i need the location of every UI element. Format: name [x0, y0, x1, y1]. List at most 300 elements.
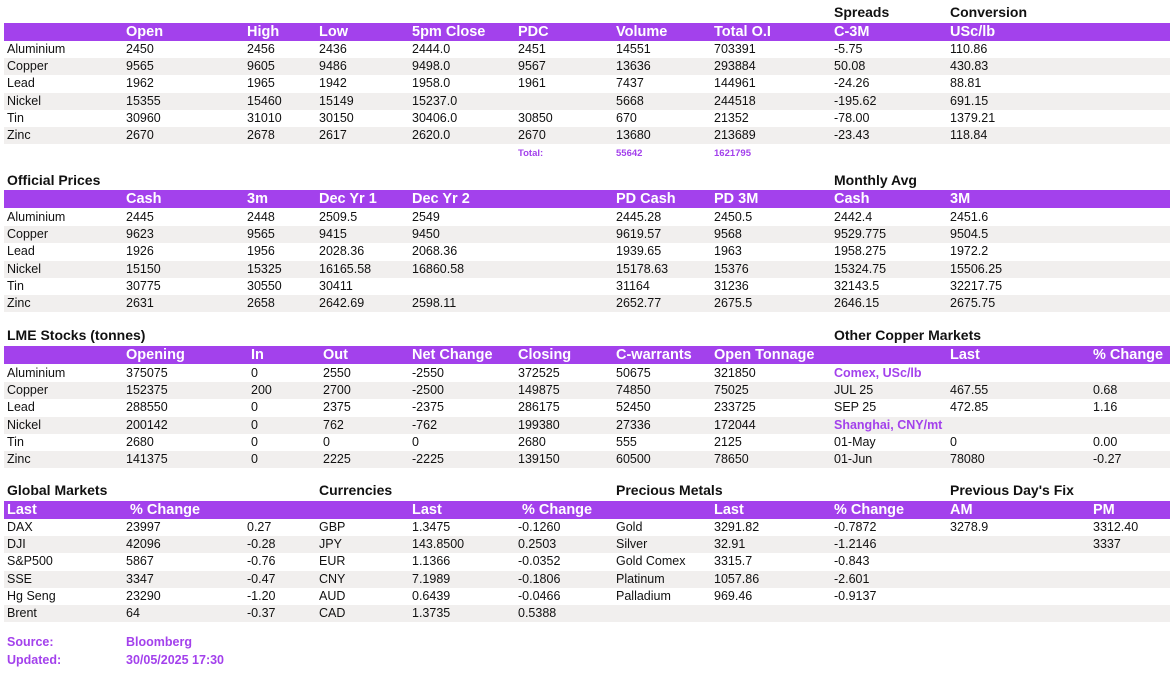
- table-cell: 969.46: [714, 588, 753, 603]
- table-cell: 2125: [714, 434, 742, 449]
- table-cell: -23.43: [834, 128, 870, 142]
- table-cell: -24.26: [834, 76, 870, 91]
- table-cell: 1958.0: [412, 76, 451, 91]
- table-cell: 2631: [126, 296, 154, 310]
- table-cell: 1379.21: [950, 110, 996, 125]
- table-cell: 293884: [714, 59, 756, 74]
- table-cell: 2642.69: [319, 296, 365, 310]
- table-cell: 9504.5: [950, 227, 989, 242]
- table-cell: Silver: [616, 537, 648, 552]
- table-cell: 9567: [518, 59, 546, 74]
- table-cell: 2658: [247, 296, 275, 310]
- row-label: Nickel: [7, 261, 42, 276]
- table-cell: -0.1260: [518, 520, 561, 534]
- table-row: [4, 226, 1170, 243]
- table-cell: 149875: [518, 383, 560, 398]
- table-cell: 2550: [323, 366, 351, 380]
- table-cell: 27336: [616, 417, 651, 432]
- table-cell: 32143.5: [834, 278, 880, 293]
- table-cell: 2451: [518, 42, 546, 56]
- table-cell: 52450: [616, 400, 651, 415]
- table-cell: 15149: [319, 93, 354, 108]
- col-pdc: PDC: [518, 24, 549, 40]
- table-cell: 3347: [126, 571, 154, 586]
- table-row: [4, 41, 1170, 58]
- table-cell: 0.68: [1093, 383, 1118, 398]
- table-cell: JUL 25: [834, 383, 874, 398]
- table-row: [4, 278, 1170, 295]
- table-cell: 30850: [518, 110, 553, 125]
- spreads-title: Spreads: [834, 4, 890, 20]
- col-volume: Volume: [616, 24, 668, 40]
- table-cell: 2680: [518, 434, 546, 449]
- table-cell: 13680: [616, 128, 651, 142]
- table-row: [4, 434, 1170, 451]
- table-cell: 3291.82: [714, 520, 760, 534]
- col-dec-yr2: Dec Yr 2: [412, 191, 470, 207]
- table-cell: 9529.775: [834, 227, 887, 242]
- table-cell: -0.27: [1093, 452, 1122, 466]
- col-dec-yr1: Dec Yr 1: [319, 191, 377, 207]
- col-cur-pct: % Change: [522, 502, 593, 518]
- table-cell: -0.1806: [518, 571, 561, 586]
- table-cell: 1965: [247, 76, 275, 91]
- table-cell: 1972.2: [950, 244, 989, 259]
- table-row: [4, 261, 1170, 278]
- table-cell: 9565: [126, 59, 154, 74]
- row-label: DAX: [7, 520, 33, 534]
- col-pd-cash: PD Cash: [616, 191, 676, 207]
- row-label: Lead: [7, 76, 35, 91]
- col-avg-cash: Cash: [834, 191, 870, 207]
- table-cell: 30406.0: [412, 110, 458, 125]
- source-label: Source:: [7, 635, 54, 649]
- updated-value: 30/05/2025 17:30: [126, 653, 225, 667]
- table-cell: 703391: [714, 42, 756, 56]
- table-cell: 244518: [714, 93, 756, 108]
- table-cell: 31010: [247, 110, 282, 125]
- col-usc-lb: USc/lb: [950, 24, 996, 40]
- row-label: DJI: [7, 537, 26, 552]
- table-cell: 1057.86: [714, 571, 760, 586]
- table-cell: -0.47: [247, 571, 276, 586]
- global-markets-title: Global Markets: [7, 482, 108, 498]
- table-row: [4, 605, 1170, 622]
- row-label: Copper: [7, 383, 48, 398]
- col-high: High: [247, 24, 280, 40]
- table-cell: 9498.0: [412, 59, 451, 74]
- table-cell: 2028.36: [319, 244, 365, 259]
- table-cell: 0.00: [1093, 434, 1118, 449]
- col-open: Open: [126, 24, 164, 40]
- table-cell: 2444.0: [412, 42, 451, 56]
- table-cell: 78080: [950, 452, 985, 466]
- col-gm-last: Last: [7, 502, 37, 518]
- table-cell: Gold: [616, 520, 643, 534]
- table-cell: Gold Comex: [616, 554, 686, 569]
- table-cell: 32217.75: [950, 278, 1003, 293]
- table-cell: 2678: [247, 128, 275, 142]
- table-cell: 30550: [247, 278, 282, 293]
- table-row: [4, 295, 1170, 312]
- table-cell: 2456: [247, 42, 275, 56]
- col-open-tonnage: Open Tonnage: [714, 347, 815, 363]
- table-row: [4, 110, 1170, 127]
- row-label: Tin: [7, 110, 24, 125]
- table-cell: 0: [323, 434, 330, 449]
- table-cell: 1961: [518, 76, 546, 91]
- table-cell: 15178.63: [616, 261, 669, 276]
- table-cell: -2550: [412, 366, 444, 380]
- row-label: Brent: [7, 606, 37, 620]
- table-cell: 0: [251, 417, 258, 432]
- bottom-header-row: [4, 501, 1170, 519]
- col-avg-3m: 3M: [950, 191, 971, 207]
- table-cell: 16165.58: [319, 261, 372, 276]
- table-cell: -0.0352: [518, 554, 561, 569]
- table-cell: 2448: [247, 210, 275, 224]
- table-cell: 5668: [616, 93, 644, 108]
- table-cell: 2445: [126, 210, 154, 224]
- table-cell: 78650: [714, 452, 749, 466]
- table-cell: 1956: [247, 244, 275, 259]
- table-cell: 15325: [247, 261, 282, 276]
- other-copper-title: Other Copper Markets: [834, 327, 982, 343]
- table-cell: 2652.77: [616, 296, 662, 310]
- col-pm-pct: % Change: [834, 502, 905, 518]
- row-label: S&P500: [7, 554, 53, 569]
- comex-label: Comex, USc/lb: [834, 366, 922, 380]
- table-cell: 2680: [126, 434, 154, 449]
- table-cell: 110.86: [950, 42, 988, 56]
- table-cell: JPY: [319, 537, 342, 552]
- table-cell: -2225: [412, 452, 444, 466]
- table-cell: 2451.6: [950, 210, 989, 224]
- table-cell: 0: [950, 434, 957, 449]
- table-cell: -0.7872: [834, 520, 877, 534]
- col-cur-last: Last: [412, 502, 442, 518]
- table-cell: 15506.25: [950, 261, 1003, 276]
- table-cell: 2675.75: [950, 296, 996, 310]
- table-cell: 762: [323, 417, 344, 432]
- precious-metals-title: Precious Metals: [616, 482, 723, 498]
- top-header-row: [4, 23, 1170, 41]
- table-cell: Palladium: [616, 588, 671, 603]
- table-cell: 144961: [714, 76, 756, 91]
- table-cell: 42096: [126, 537, 161, 552]
- table-cell: 50.08: [834, 59, 866, 74]
- table-cell: GBP: [319, 520, 346, 534]
- table-cell: 321850: [714, 366, 756, 380]
- col-5pm-close: 5pm Close: [412, 24, 486, 40]
- col-fix-pm: PM: [1093, 502, 1115, 518]
- table-cell: 60500: [616, 452, 651, 466]
- table-row: [4, 365, 1170, 382]
- table-cell: 0: [251, 434, 258, 449]
- table-cell: 15376: [714, 261, 749, 276]
- table-cell: 5867: [126, 554, 154, 569]
- table-row: [4, 382, 1170, 399]
- table-cell: 2670: [126, 128, 154, 142]
- table-cell: 7.1989: [412, 571, 451, 586]
- table-cell: -0.37: [247, 606, 276, 620]
- row-label: Hg Seng: [7, 588, 56, 603]
- table-cell: 50675: [616, 366, 651, 380]
- table-cell: 30150: [319, 110, 354, 125]
- table-cell: 0.5388: [518, 606, 557, 620]
- table-row: [4, 451, 1170, 468]
- table-cell: 30411: [319, 278, 353, 293]
- table-cell: -0.28: [247, 537, 276, 552]
- lme-stocks-title: LME Stocks (tonnes): [7, 327, 146, 343]
- table-cell: 2700: [323, 383, 351, 398]
- monthly-avg-title: Monthly Avg: [834, 172, 917, 188]
- table-cell: 2450.5: [714, 210, 753, 224]
- col-in: In: [251, 347, 264, 363]
- col-out: Out: [323, 347, 348, 363]
- table-cell: 0: [412, 434, 419, 449]
- table-cell: 21352: [714, 110, 749, 125]
- row-label: Zinc: [7, 128, 31, 142]
- table-cell: 88.81: [950, 76, 982, 91]
- table-row: [4, 209, 1170, 226]
- row-label: Nickel: [7, 417, 42, 432]
- table-cell: 3278.9: [950, 520, 989, 534]
- col-c-3m: C-3M: [834, 24, 870, 40]
- table-cell: 1.3735: [412, 606, 451, 620]
- table-cell: CNY: [319, 571, 346, 586]
- table-cell: 2598.11: [412, 296, 457, 310]
- table-cell: 9415: [319, 227, 347, 242]
- total-volume: 55642: [616, 148, 643, 159]
- table-cell: 16860.58: [412, 261, 465, 276]
- table-cell: 74850: [616, 383, 651, 398]
- table-cell: 375075: [126, 366, 168, 380]
- table-cell: 1939.65: [616, 244, 662, 259]
- table-cell: 32.91: [714, 537, 746, 552]
- table-cell: 0.2503: [518, 537, 557, 552]
- row-label: Aluminium: [7, 366, 66, 380]
- row-label: Copper: [7, 227, 48, 242]
- table-row: [4, 553, 1170, 570]
- total-label: Total:: [518, 148, 544, 159]
- table-cell: 0: [251, 400, 258, 415]
- col-net-change: Net Change: [412, 347, 493, 363]
- table-row: [4, 399, 1170, 416]
- col-pm-last: Last: [714, 502, 744, 518]
- table-cell: 15237.0: [412, 93, 458, 108]
- row-label: Lead: [7, 244, 35, 259]
- col-closing: Closing: [518, 347, 572, 363]
- previous-fix-title: Previous Day's Fix: [950, 482, 1074, 498]
- table-cell: 467.55: [950, 383, 989, 398]
- table-cell: 0: [251, 452, 258, 466]
- table-cell: 23997: [126, 520, 161, 534]
- table-cell: -78.00: [834, 110, 870, 125]
- table-cell: 200: [251, 383, 272, 398]
- table-cell: 472.85: [950, 400, 989, 415]
- table-cell: 14551: [616, 42, 651, 56]
- table-cell: 0: [251, 366, 258, 380]
- table-cell: 118.84: [950, 128, 988, 142]
- table-cell: 200142: [126, 417, 168, 432]
- table-row: [4, 588, 1170, 605]
- table-cell: 152375: [126, 383, 168, 398]
- table-cell: 1942: [319, 76, 347, 91]
- table-cell: -0.9137: [834, 588, 877, 603]
- col-fix-am: AM: [950, 502, 973, 518]
- table-cell: EUR: [319, 554, 346, 569]
- table-cell: 75025: [714, 383, 749, 398]
- table-cell: -0.0466: [518, 588, 561, 603]
- col-cash: Cash: [126, 191, 162, 207]
- table-cell: 670: [616, 110, 637, 125]
- table-cell: 2675.5: [714, 296, 753, 310]
- table-cell: 286175: [518, 400, 560, 415]
- updated-label: Updated:: [7, 653, 62, 667]
- table-cell: CAD: [319, 606, 346, 620]
- table-cell: -2.601: [834, 571, 870, 586]
- table-cell: 1.16: [1093, 400, 1118, 415]
- table-cell: 01-Jun: [834, 452, 873, 466]
- table-cell: -762: [412, 417, 438, 432]
- table-cell: 1962: [126, 76, 154, 91]
- table-row: [4, 417, 1170, 434]
- col-opening: Opening: [126, 347, 185, 363]
- table-cell: 213689: [714, 128, 756, 142]
- table-cell: 1.3475: [412, 520, 451, 534]
- table-cell: 64: [126, 606, 140, 620]
- table-cell: 2442.4: [834, 210, 873, 224]
- source-value: Bloomberg: [126, 635, 192, 649]
- table-cell: 7437: [616, 76, 644, 91]
- table-cell: -0.76: [247, 554, 276, 569]
- table-row: [4, 519, 1170, 536]
- table-cell: 1926: [126, 244, 154, 259]
- table-cell: 9450: [412, 227, 440, 242]
- row-label: Tin: [7, 278, 24, 293]
- table-cell: -2375: [412, 400, 444, 415]
- table-cell: 2436: [319, 42, 347, 56]
- currencies-title: Currencies: [319, 482, 393, 498]
- table-cell: 15355: [126, 93, 161, 108]
- row-label: Aluminium: [7, 42, 66, 56]
- table-cell: 3312.40: [1093, 520, 1139, 534]
- table-cell: 691.15: [950, 93, 989, 108]
- table-cell: 2225: [323, 452, 351, 466]
- table-cell: 2549: [412, 210, 440, 224]
- table-cell: 172044: [714, 417, 756, 432]
- table-cell: 2617: [319, 128, 347, 142]
- conversion-title: Conversion: [950, 4, 1028, 20]
- table-cell: 555: [616, 434, 637, 449]
- table-cell: Platinum: [616, 571, 665, 586]
- table-cell: -2500: [412, 383, 444, 398]
- col-low: Low: [319, 24, 348, 40]
- row-label: Tin: [7, 434, 24, 449]
- col-pd-3m: PD 3M: [714, 191, 759, 207]
- table-cell: 139150: [518, 452, 560, 466]
- total-oi: 1621795: [714, 148, 751, 159]
- col-copper-pct: % Change: [1093, 347, 1164, 363]
- table-row: [4, 243, 1170, 260]
- table-row: [4, 93, 1170, 110]
- table-cell: 141375: [126, 452, 168, 466]
- table-cell: -195.62: [834, 93, 877, 108]
- table-cell: 1.1366: [412, 554, 451, 569]
- col-c-warrants: C-warrants: [616, 347, 692, 363]
- row-label: Zinc: [7, 452, 31, 466]
- table-row: [4, 571, 1170, 588]
- table-cell: 9605: [247, 59, 275, 74]
- table-cell: -1.2146: [834, 537, 877, 552]
- official-header-row: [4, 190, 1170, 208]
- table-cell: 2450: [126, 42, 154, 56]
- table-cell: 2068.36: [412, 244, 458, 259]
- table-cell: -1.20: [247, 588, 276, 603]
- table-cell: 288550: [126, 400, 168, 415]
- table-cell: 0.6439: [412, 588, 451, 603]
- table-cell: 23290: [126, 588, 161, 603]
- table-cell: 9565: [247, 227, 275, 242]
- shanghai-label: Shanghai, CNY/mt: [834, 417, 943, 432]
- row-label: Copper: [7, 59, 48, 74]
- table-cell: 9619.57: [616, 227, 662, 242]
- table-cell: 0.27: [247, 520, 272, 534]
- table-cell: -5.75: [834, 42, 863, 56]
- col-total-oi: Total O.I: [714, 24, 771, 40]
- official-prices-title: Official Prices: [7, 172, 101, 188]
- table-cell: 01-May: [834, 434, 876, 449]
- table-cell: 2375: [323, 400, 351, 415]
- table-cell: 430.83: [950, 59, 989, 74]
- table-cell: 3315.7: [714, 554, 753, 569]
- table-cell: 199380: [518, 417, 560, 432]
- table-cell: 15324.75: [834, 261, 887, 276]
- table-cell: 233725: [714, 400, 756, 415]
- table-cell: 2620.0: [412, 128, 451, 142]
- table-cell: 2509.5: [319, 210, 358, 224]
- table-cell: 372525: [518, 366, 560, 380]
- row-label: Nickel: [7, 93, 42, 108]
- table-cell: AUD: [319, 588, 346, 603]
- col-3m: 3m: [247, 191, 268, 207]
- row-label: Lead: [7, 400, 35, 415]
- table-row: [4, 58, 1170, 75]
- col-gm-pct: % Change: [130, 502, 201, 518]
- table-cell: 30960: [126, 110, 161, 125]
- table-cell: 1963: [714, 244, 742, 259]
- table-row: [4, 75, 1170, 92]
- row-label: Aluminium: [7, 210, 66, 224]
- table-cell: 31236: [714, 278, 749, 293]
- table-cell: 2646.15: [834, 296, 880, 310]
- table-cell: 15150: [126, 261, 161, 276]
- table-cell: 15460: [247, 93, 282, 108]
- table-cell: 143.8500: [412, 537, 465, 552]
- table-cell: 9568: [714, 227, 742, 242]
- table-cell: 1958.275: [834, 244, 887, 259]
- table-cell: 9623: [126, 227, 154, 242]
- col-copper-last: Last: [950, 347, 980, 363]
- table-row: [4, 127, 1170, 144]
- table-cell: 3337: [1093, 537, 1121, 552]
- table-cell: 31164: [616, 278, 650, 293]
- table-row: [4, 536, 1170, 553]
- table-cell: 30775: [126, 278, 161, 293]
- table-cell: 2670: [518, 128, 546, 142]
- stocks-header-row: [4, 346, 1170, 364]
